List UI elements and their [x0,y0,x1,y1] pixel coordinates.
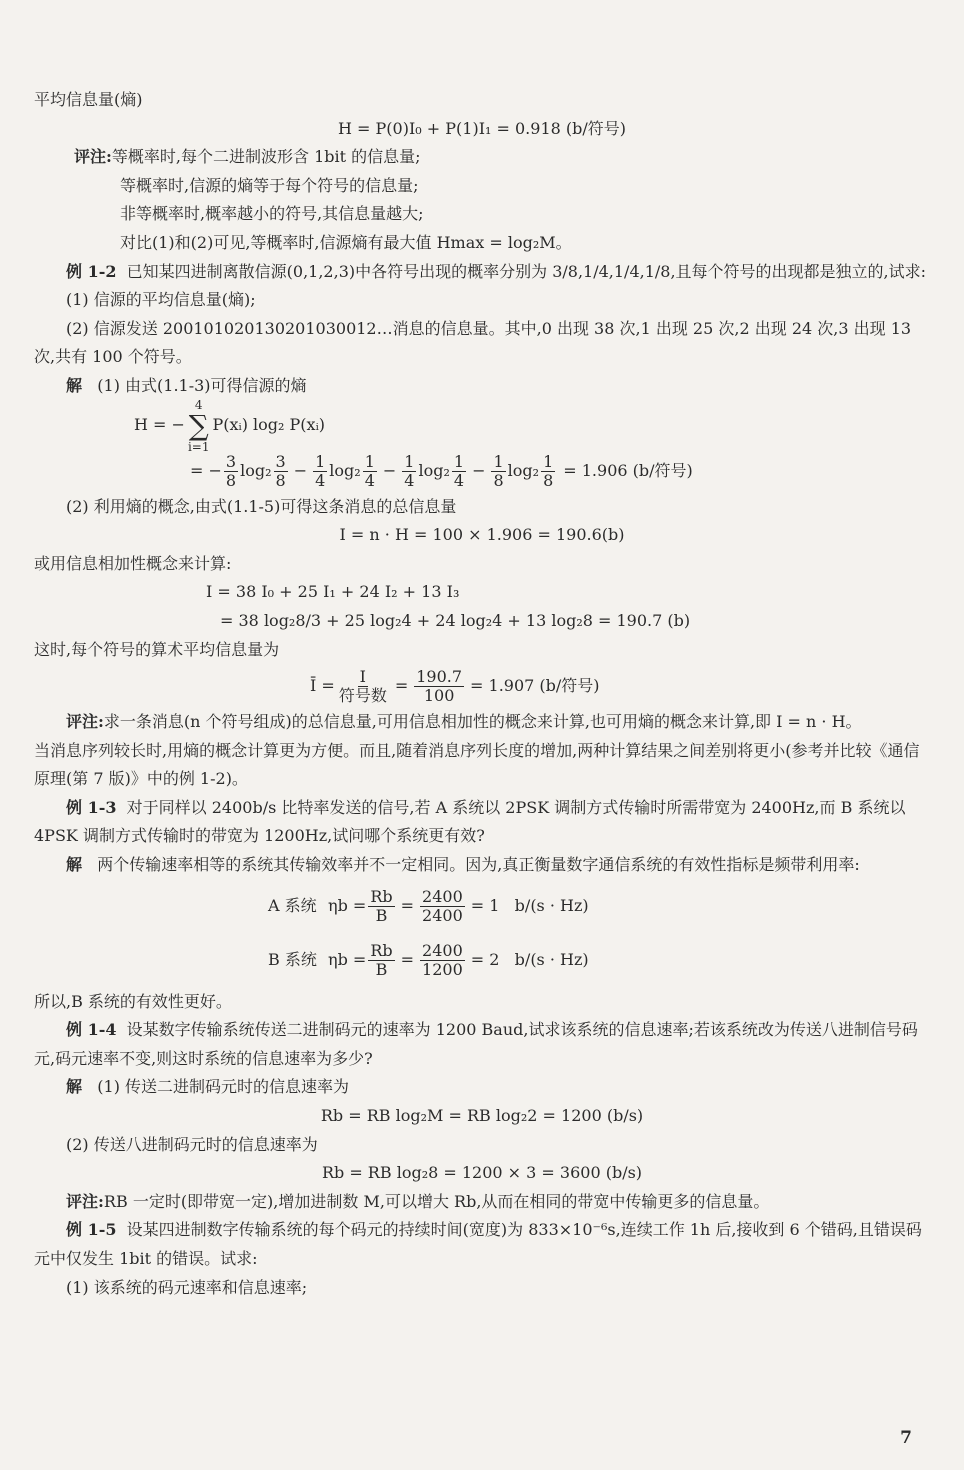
comment-label: 评注: [74,147,112,167]
equation-part: Ī = [310,675,335,695]
comment-text: 等概率时,每个二进制波形含 1bit 的信息量; [111,147,421,167]
fraction [420,942,465,979]
equation-part: − [472,461,486,481]
denominator: 8 [225,471,237,491]
example-paragraph [34,1016,930,1073]
numerator: 190.7 [416,666,463,686]
solution-text: 两个传输速率相等的系统其传输效率并不一定相同。因为,真正衡量数字通信系统的有效性指标是频带利用率: [97,855,860,875]
numerator: 1 [543,452,554,472]
equation-sum [34,397,930,454]
comment-label: 评注: [66,712,104,732]
text-line: (2) 利用熵的概念,由式(1.1-5)可得这条消息的总信息量 [66,496,457,516]
fraction [414,668,464,705]
fraction [274,453,288,490]
numerator: I [359,666,366,686]
equation-expanded [34,451,930,493]
equation-rate-octal: Rb = RB log₂8 = 1200 × 3 = 3600 (b/s) [321,1163,643,1183]
text-line: (2) 信源发送 20010102013020103001​2…消息的信息量。其中,0 出现 38 次,1 出现 25 次,2 出现 24 次,3 出现 13 次,共有 100 个符号。 [34,318,912,367]
equation-rate-binary: Rb = RB log₂M = RB log₂2 = 1200 (b/s) [320,1106,644,1126]
page-number: 7 [900,1428,912,1448]
equation-entropy: H = P(0)I₀ + P(1)I₁ = 0.918 (b/符号) [337,118,627,138]
example-paragraph [34,258,930,287]
denominator: 1200 [422,960,463,980]
numerator: 3 [275,452,286,472]
fraction [452,453,466,490]
text-line: 这时,每个符号的算术平均信息量为 [34,639,280,659]
comment-line: 非等概率时,概率越小的符号,其信息量越大; [120,204,424,224]
denominator: 8 [275,471,286,491]
example-label: 例 1-5 [66,1220,117,1240]
solution-text: (1) 传送二进制码元时的信息速率为 [97,1077,350,1097]
text-paragraph: 当消息序列较长时,用熵的概念计算更为方便。而且,随着消息序列长度的增加,两种计算结果之间差别将更小(参考并比较《通信原理(第 7 版)》中的例 1-2)。 [34,740,920,789]
solution-line [34,372,930,401]
fraction [491,453,505,490]
fraction [420,888,465,925]
numerator: 2400 [422,887,463,907]
example-label: 例 1-3 [66,797,117,817]
solution-label: 解 [66,1077,83,1097]
numerator: 3 [225,452,237,472]
denominator: 符号数 [338,685,387,705]
sum-symbol [188,398,210,454]
equation-part: = 1.906 (b/符号) [563,461,693,481]
equation-part: = 1 b/(s · Hz) [470,896,589,916]
system-b-label: B 系统 [268,950,317,970]
equation-part: ηb = [328,950,367,970]
denominator: B [375,960,388,980]
sum-upper: 4 [194,397,203,412]
comment-line [34,1188,930,1217]
sigma-glyph: ∑ [188,408,209,442]
fraction [313,453,327,490]
equation-part: = 1.907 (b/符号) [470,675,600,695]
equation-part: = [394,675,409,695]
fraction [224,453,238,490]
denominator: 100 [423,685,455,705]
text-line: 所以,B 系统的有效性更好。 [34,991,232,1011]
equation-total-info: I = n · H = 100 × 1.906 = 190.6(b) [339,525,625,545]
equation-part: log₂ [418,461,450,481]
equation-part: H = − [134,415,185,435]
numerator: Rb [370,941,393,961]
equation-part: = [400,950,415,970]
fraction [368,888,394,925]
equation-part: P(xᵢ) log₂ P(xᵢ) [212,415,326,435]
denominator: 2400 [422,906,463,926]
solution-paragraph [34,851,930,880]
text-line: (1) 信源的平均信息量(熵); [66,290,256,310]
example-text: 设某数字传输系统传送二进制码元的速率为 1200 Baud,试求该系统的信息速率;若该系统改为传送八进制信号码元,码元速率不变,则这时系统的信息速率为多少? [34,1020,918,1068]
denominator: 4 [315,471,326,491]
example-paragraph [34,794,930,851]
equation-part: = − [190,461,222,481]
comment-paragraph [34,708,930,737]
example-label: 例 1-4 [66,1020,117,1040]
example-text: 对于同样以 2400b/s 比特率发送的信号,若 A 系统以 2PSK 调制方式传输时所需带宽为 2400Hz,而 B 系统以 4PSK 调制方式传输时的带宽为 1200Hz,试问哪个系统更有效? [34,797,906,846]
equation-part: = [400,896,415,916]
solution-label: 解 [66,855,83,875]
equation-part: log₂ [507,461,540,481]
text-line: 平均信息量(熵) [34,90,143,109]
example-paragraph [34,1216,930,1273]
fraction [402,453,416,490]
denominator: B [375,906,388,926]
numerator: 1 [453,452,465,472]
denominator: 4 [364,471,375,491]
comment-line: 等概率时,信源的熵等于每个符号的信息量; [120,175,419,195]
equation-part: − [293,461,308,481]
equation-part: log₂ [329,461,361,481]
numerator: Rb [370,887,393,907]
fraction [541,453,555,490]
system-b-row [34,934,930,988]
example-text: 设某四进制数字传输系统的每个码元的持续时间(宽度)为 833×10⁻⁶s,连续工作 1h 后,接收到 6 个错码,且错误码元中仅发生 1bit 的错误。试求: [34,1220,922,1268]
system-a-label: A 系统 [268,896,317,916]
solution-label: 解 [66,375,83,395]
numerator: 1 [493,452,504,472]
solution-line [34,1073,930,1102]
numerator: 2400 [422,941,463,961]
equation-additive-result: = 38 log₂8/3 + 25 log₂4 + 24 log₂4 + 13 log₂8 = 190.7 (b) [220,610,691,630]
comment-line: 对比(1)和(2)可见,等概率时,信源熵有最大值 Hmax = log₂M。 [120,232,572,252]
numerator: 1 [315,452,326,472]
comment-line [34,143,930,172]
sum-lower: i=1 [187,439,210,454]
denominator: 8 [543,471,554,491]
equation-part: − [382,461,397,481]
equation-part: ηb = [328,896,367,916]
denominator: 8 [493,471,504,491]
equation-part: log₂ [240,461,272,481]
denominator: 4 [404,471,415,491]
fraction [368,942,394,979]
comment-text: 求一条消息(n 个符号组成)的总信息量,可用信息相加性的概念来计算,也可用熵的概念来计算,即 I = n · H。 [103,712,862,732]
system-a-row [34,880,930,934]
text-line: (1) 该系统的码元速率和信息速率; [66,1277,308,1297]
equation-additive: I = 38 I₀ + 25 I₁ + 24 I₂ + 13 I₃ [206,582,460,602]
example-text: 已知某四进制离散信源(0,1,2,3)中各符号出现的概率分别为 3/8,1/4,1/4,1/8,且每个符号的出现都是独立的,试求: [126,261,927,281]
text-line: (2) 传送八进制码元时的信息速率为 [66,1134,318,1154]
numerator: 1 [364,452,375,472]
example-label: 例 1-2 [66,261,117,281]
comment-label: 评注: [66,1191,104,1211]
text-line: 或用信息相加性概念来计算: [34,553,232,573]
equation-average [34,664,930,708]
solution-text: (1) 由式(1.1-3)可得信源的熵 [97,375,307,395]
comment-text: RB 一定时(即带宽一定),增加进制数 M,可以增大 Rb,从而在相同的带宽中传输更多的信息量。 [103,1191,770,1211]
denominator: 4 [453,471,465,491]
fraction [363,453,377,490]
fraction [337,668,389,705]
numerator: 1 [404,452,415,472]
equation-part: = 2 b/(s · Hz) [470,950,589,970]
